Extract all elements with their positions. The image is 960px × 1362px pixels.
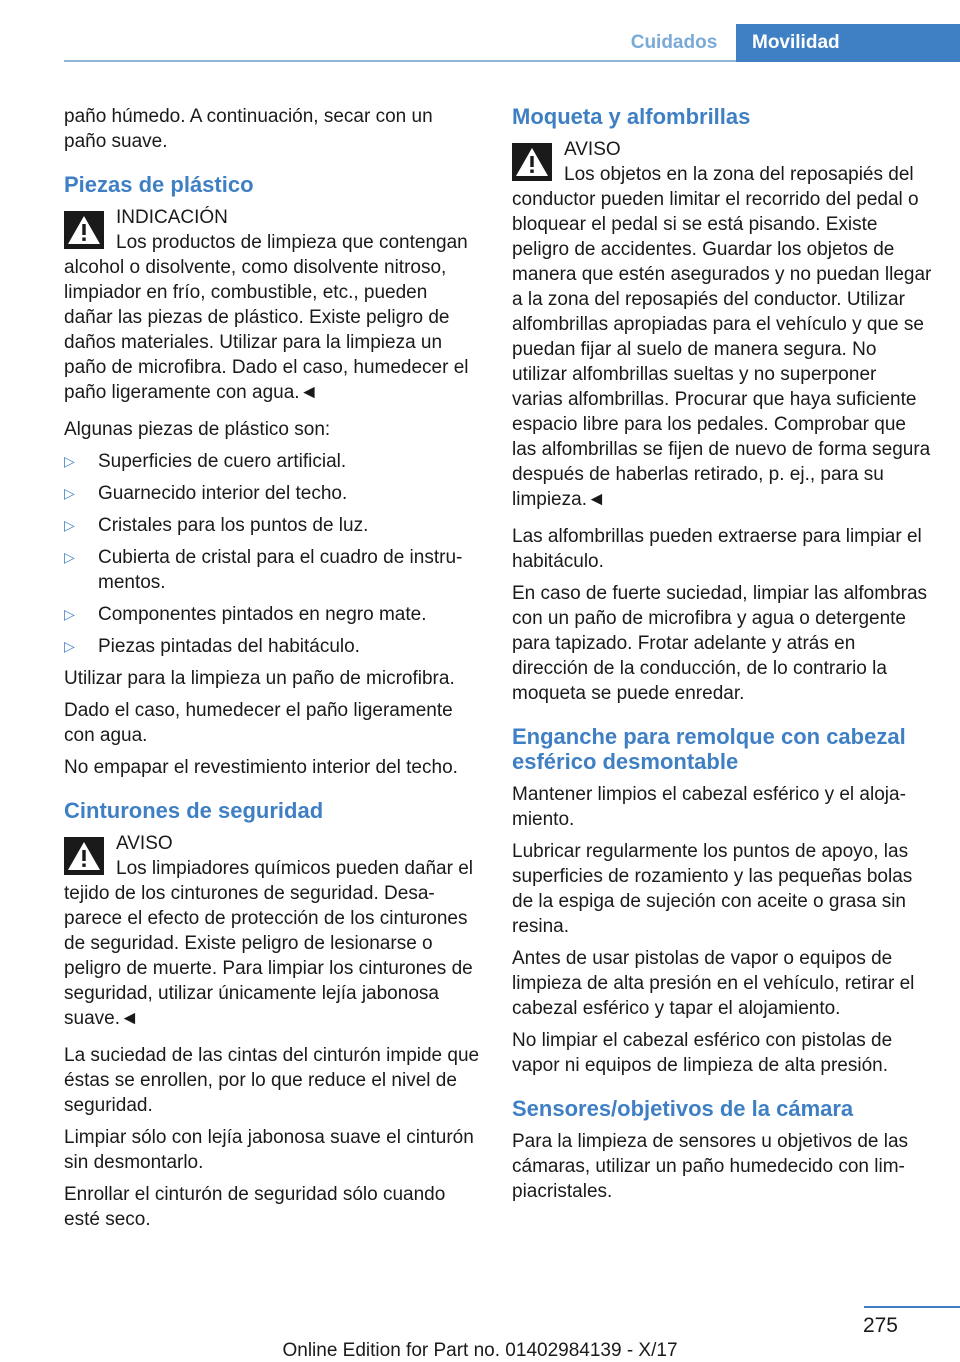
paragraph: No empapar el revestimiento interior del techo. (64, 757, 458, 778)
section-title-sensors: Sensores/objetivos de la cámara (512, 1096, 854, 1121)
triangle-bullet-icon: ▷ (64, 638, 75, 654)
section-title-carpet: Moqueta y alfombrillas (512, 104, 751, 129)
paragraph: En caso de fuerte suciedad, limpiar las alfombras con un paño de microfibra y agua o detergente para tapizado. Frotar adelante y atrás en dirección de la conducción, de lo contrario la moqueta se puede enredar. (512, 583, 928, 704)
section-title-belts: Cinturones de seguridad (64, 798, 324, 823)
notice-belts (64, 831, 480, 1031)
paragraph: Antes de usar pistolas de vapor o equipos de limpieza de alta presión en el vehículo, retirar el cabezal esférico y tapar el alojamiento. (512, 948, 915, 1019)
paragraph: Mantener limpios el cabezal esférico y el alojamiento. (512, 784, 906, 830)
section-title-plastic: Piezas de plástico (64, 172, 254, 197)
tab-cuidados[interactable]: Cuidados (630, 32, 718, 53)
list-item: ▷ Cristales para los puntos de luz. (64, 515, 369, 536)
list-item: ▷ Cubierta de cristal para el cuadro de instrumentos. (64, 547, 463, 593)
notice-carpet (512, 137, 932, 512)
paragraph: Dado el caso, humedecer el paño ligeramente con agua. (64, 700, 453, 746)
notice-text: Los limpiadores químicos pueden dañar el tejido de los cinturones de seguridad. Desaparece el efecto de protección de los cinturones de seguridad. Existe peligro de lesionarse o peligro de muerte. Para limpiar los cinturones de seguridad, utilizar únicamente lejía jabonosa suave.◄ (64, 858, 473, 1029)
paragraph: Lubricar regularmente los puntos de apoyo, las superficies de rozamiento y las pequeñas bolas de la espiga de sujeción con aceite o grasa sin resina. (512, 841, 913, 937)
warning-triangle-icon (64, 211, 104, 249)
plastic-parts-list (64, 449, 480, 659)
paragraph: Las alfombrillas pueden extraerse para limpiar el habitáculo. (512, 526, 922, 572)
paragraph: Limpiar sólo con lejía jabonosa suave el cinturón sin desmontarlo. (64, 1127, 474, 1173)
notice-label: INDICACIÓN (116, 207, 228, 228)
notice-label: AVISO (564, 139, 621, 160)
warning-triangle-icon (512, 143, 552, 181)
paragraph: Enrollar el cinturón de seguridad sólo cuando esté seco. (64, 1184, 446, 1230)
warning-triangle-icon (64, 837, 104, 875)
paragraph: Utilizar para la limpieza un paño de microfibra. (64, 668, 455, 689)
list-item: ▷ Superficies de cuero artificial. (64, 451, 347, 472)
left-column (64, 104, 480, 1239)
list-item: ▷ Componentes pintados en negro mate. (64, 604, 427, 625)
notice-label: AVISO (116, 833, 173, 854)
section-title-hitch: Enganche para remolque con cabezal esférico desmontable (512, 724, 906, 774)
page-number: 275 (862, 1314, 898, 1337)
edition-footer: Online Edition for Part no. 01402984139 - X/17 (282, 1340, 678, 1361)
triangle-bullet-icon: ▷ (64, 549, 75, 565)
paragraph: No limpiar el cabezal esférico con pistolas de vapor ni equipos de limpieza de alta presión. (512, 1030, 893, 1076)
paragraph: Para la limpieza de sensores u objetivos de las cámaras, utilizar un paño humedecido con limpiacristales. (512, 1131, 909, 1202)
right-column (512, 104, 932, 1211)
footer-rule (864, 1306, 960, 1308)
intro-paragraph: paño húmedo. A continuación, secar con un paño suave. (64, 106, 433, 152)
list-item: ▷ Guarnecido interior del techo. (64, 483, 348, 504)
triangle-bullet-icon: ▷ (64, 485, 75, 501)
triangle-bullet-icon: ▷ (64, 517, 75, 533)
notice-plastic (64, 205, 480, 405)
paragraph: La suciedad de las cintas del cinturón impide que éstas se enrollen, por lo que reduce el nivel de seguridad. (64, 1045, 480, 1116)
notice-text: Los objetos en la zona del reposapiés del conductor pueden limitar el recorrido del pedal o bloquear el pedal si se está pisando. Existe peligro de accidentes. Guardar los objetos de manera que estén asegurados y no puedan llegar a la zona del reposapiés del conductor. Utilizar alfombrillas apropiadas para el vehículo y que se puedan fijar al suelo de manera segura. No utilizar alfombrillas sueltas y no superponer varias alfombrillas. Procurar que haya suficiente espacio libre para los pedales. Comprobar que las alfombrillas se fijen de nuevo de forma segura después de haberlas retirado, p. ej., para su limpieza.◄ (512, 164, 932, 510)
triangle-bullet-icon: ▷ (64, 453, 75, 469)
list-intro: Algunas piezas de plástico son: (64, 419, 331, 440)
notice-text: Los productos de limpieza que contengan alcohol o disolvente, como disolvente nitroso, limpiador en frío, combustible, etc., pueden dañar las piezas de plástico. Existe peligro de daños materiales. Utilizar para la limpieza un paño de microfibra. Dado el caso, humedecer el paño ligeramente con agua.◄ (64, 232, 469, 403)
tab-movilidad[interactable]: Movilidad (736, 24, 960, 62)
triangle-bullet-icon: ▷ (64, 606, 75, 622)
list-item: ▷ Piezas pintadas del habitáculo. (64, 636, 360, 657)
